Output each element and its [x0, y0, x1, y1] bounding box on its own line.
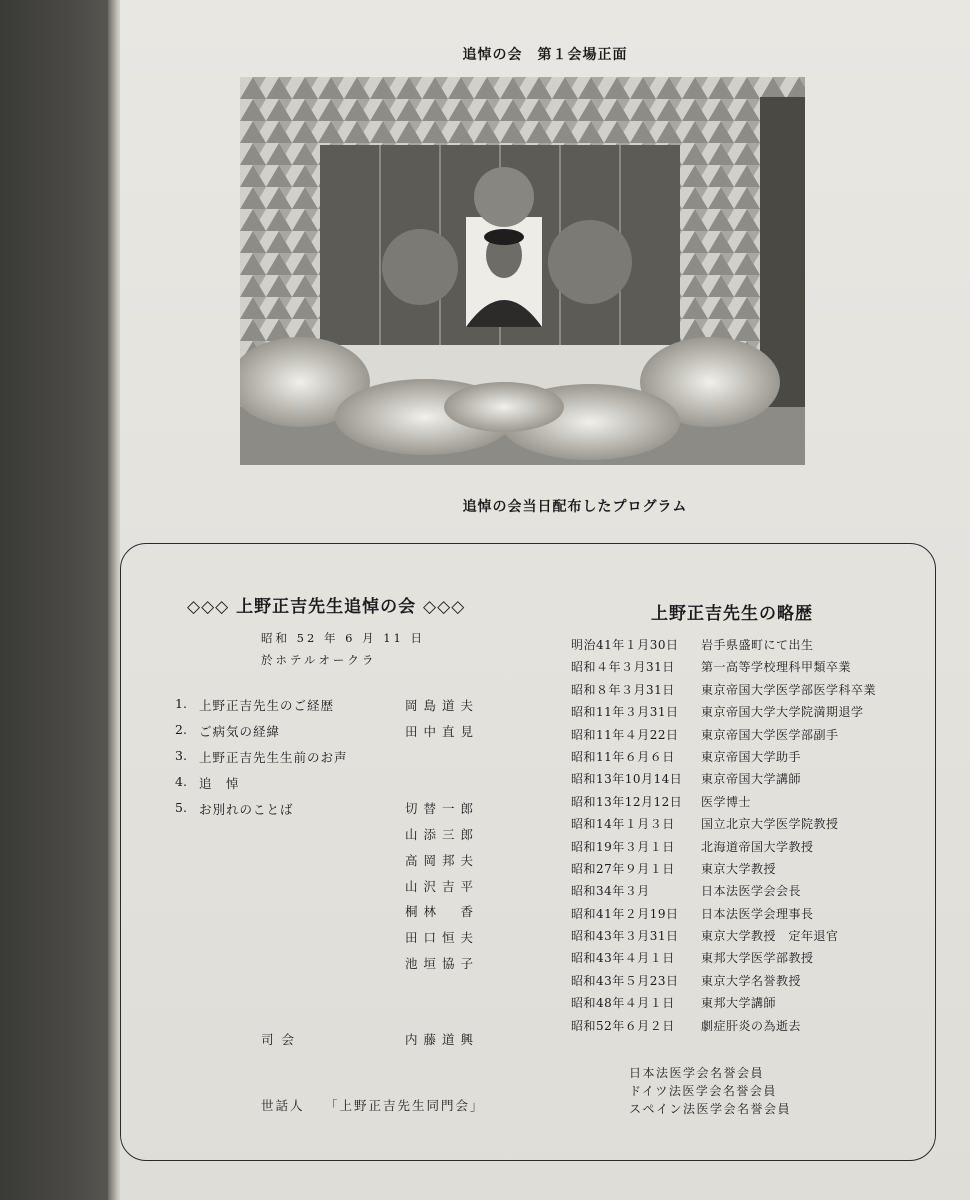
entry-date: 昭和43年３月31日	[571, 929, 679, 944]
entry-event: 東京大学名誉教授	[701, 973, 802, 988]
entry-event: 東邦大学医学部教授	[701, 951, 814, 966]
speaker-name: 山沢吉平	[405, 878, 480, 894]
program-date: 昭和 52 年 6 月 11 日	[261, 631, 426, 645]
entry-event: 東京大学教授 定年退官	[701, 929, 839, 944]
item-number: 1.	[175, 696, 187, 711]
memorial-altar-photo	[240, 77, 805, 465]
entry-date: 明治41年１月30日	[571, 638, 679, 652]
entry-date: 昭和41年２月19日	[571, 906, 679, 921]
speaker-name	[405, 773, 479, 799]
entry-event: 医学博士	[701, 794, 752, 809]
speaker-name: 田中直見	[405, 723, 480, 739]
entry-date: 昭和43年４月１日	[571, 951, 675, 966]
item-label: お別れのことば	[199, 802, 294, 817]
speaker-name	[405, 748, 479, 774]
host-name: 内藤道興	[405, 1032, 480, 1047]
item-label: ご病気の経緯	[199, 724, 281, 739]
item-number: 5.	[175, 800, 187, 815]
speaker-name: 高岡邦夫	[405, 852, 480, 868]
program-venue: 於ホテルオークラ	[261, 653, 377, 667]
speaker-name: 切替一郎	[405, 801, 480, 817]
entry-date: 昭和43年５月23日	[571, 973, 679, 988]
entry-event: 東京帝国大学大学院満期退学	[701, 705, 864, 720]
honor-item: 日本法医学会名誉会員	[629, 1066, 765, 1080]
entry-event: 岩手県盛町にて出生	[701, 638, 814, 652]
entry-date: 昭和14年１月３日	[571, 817, 675, 832]
speaker-name: 桐林 香	[405, 904, 480, 920]
entry-date: 昭和48年４月１日	[571, 996, 675, 1011]
item-label: 上野正吉先生のご経歴	[199, 698, 335, 713]
speaker-list	[405, 696, 479, 980]
entry-event: 日本法医学会理事長	[701, 906, 814, 921]
entry-event: 東京帝国大学講師	[701, 772, 802, 787]
photo-caption: 追悼の会 第１会場正面	[462, 47, 628, 63]
speaker-name: 岡島道夫	[405, 698, 480, 713]
item-number: 4.	[175, 774, 187, 789]
item-label: 追 悼	[199, 776, 240, 791]
biography-title: 上野正吉先生の略歴	[651, 604, 813, 624]
speaker-name: 山添三郎	[405, 826, 480, 842]
item-number: 3.	[175, 748, 187, 763]
program-caption: 追悼の会当日配布したプログラム	[462, 499, 688, 515]
entry-date: 昭和27年９月１日	[571, 861, 675, 876]
host-label: 司会	[261, 1032, 303, 1047]
entry-date: 昭和19年３月１日	[571, 839, 675, 854]
speaker-name: 池垣協子	[405, 955, 480, 971]
program-card	[120, 543, 936, 1161]
entry-date: 昭和11年３月31日	[571, 705, 679, 720]
entry-event: 東京大学教授	[701, 861, 777, 876]
entry-event: 日本法医学会会長	[701, 884, 802, 899]
entry-event: 国立北京大学医学院教授	[701, 817, 839, 832]
entry-event: 第一高等学校理科甲類卒業	[701, 660, 852, 675]
entry-event: 東京帝国大学助手	[701, 749, 802, 764]
entry-event: 劇症肝炎の為逝去	[701, 1018, 802, 1033]
entry-date: 昭和11年４月22日	[571, 727, 679, 742]
entry-date: 昭和34年３月	[571, 884, 650, 899]
entry-event: 北海道帝国大学教授	[701, 839, 814, 854]
honorary-memberships	[629, 1064, 791, 1118]
item-label: 上野正吉先生生前のお声	[199, 750, 348, 765]
speaker-name: 田口恒夫	[405, 930, 480, 946]
item-number: 2.	[175, 722, 187, 737]
entry-event: 東京帝国大学医学部医学科卒業	[701, 682, 877, 697]
honor-item: ドイツ法医学会名誉会員	[629, 1084, 777, 1098]
honor-item: スペイン法医学会名誉会員	[629, 1102, 792, 1116]
entry-date: 昭和13年10月14日	[571, 772, 683, 787]
document-page	[120, 0, 970, 1200]
organizer-name: 「上野正吉先生同門会」	[325, 1098, 485, 1113]
entry-date: 昭和４年３月31日	[571, 660, 675, 675]
organizer-label: 世話人	[261, 1098, 305, 1113]
entry-event: 東京帝国大学医学部副手	[701, 727, 839, 742]
desk-background	[0, 0, 118, 1200]
entry-event: 東邦大学講師	[701, 996, 777, 1011]
entry-date: 昭和13年12月12日	[571, 794, 683, 809]
entry-date: 昭和52年６月２日	[571, 1018, 675, 1033]
entry-date: 昭和８年３月31日	[571, 682, 675, 697]
program-title: ◇◇◇ 上野正吉先生追悼の会 ◇◇◇	[187, 597, 466, 617]
entry-date: 昭和11年６月６日	[571, 749, 675, 764]
